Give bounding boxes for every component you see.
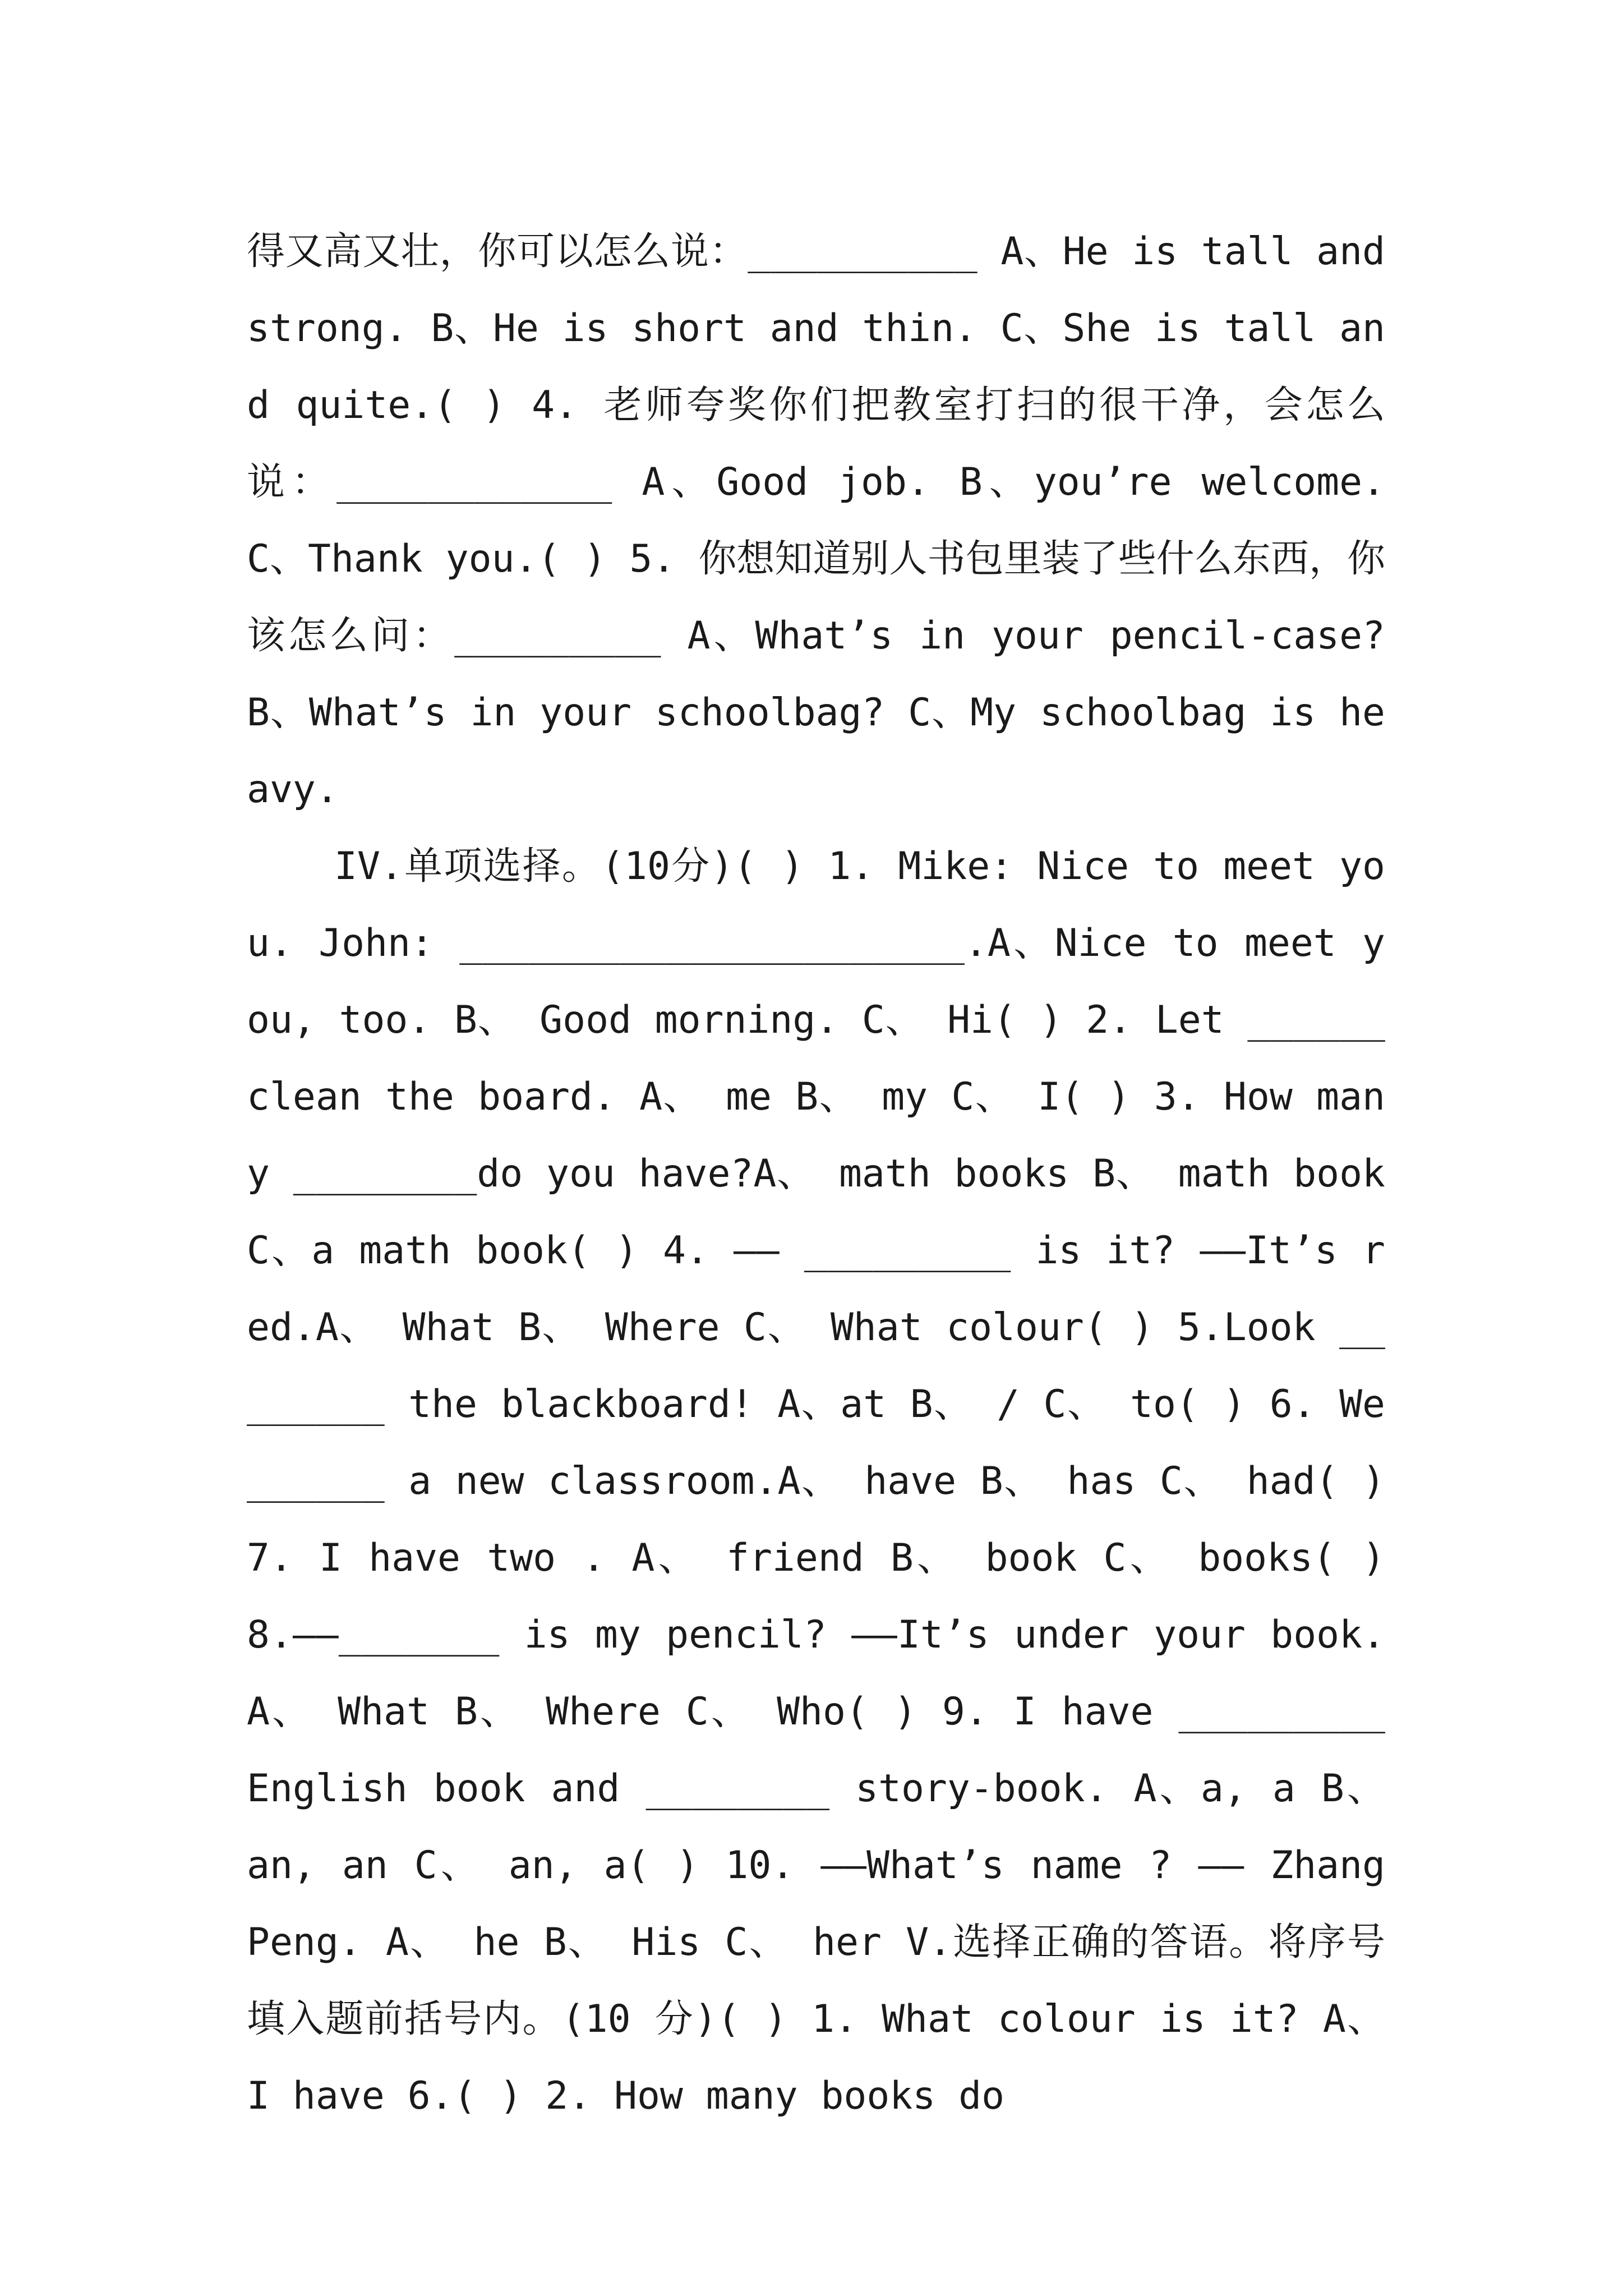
document-page [247, 213, 1385, 2134]
paragraph-questions-3-5 [247, 213, 1385, 828]
paragraph-section-iv [247, 828, 1385, 2134]
paragraph-text: IV.单项选择。(10分)( ) 1. Mike: Nice to meet you. John: ______________________.A、Nice to meet you, too. B、 Good morning. C、 Hi( ) 2. Let ______clean the board. A、 me B、 my C、 I( ) 3. How many ________do you have?A、 math books B、 math book C、a math book( ) 4. —— _________ is it? ——It’s red.A、 What B、 Where C、 What colour( ) 5.Look ________ the blackboard! A、at B、 / C、 to( ) 6. We ______ a new classroom.A、 have B、 has C、 had( ) 7. I have two . A、 friend B、 book C、 books( ) 8.——_______ is my pencil? ——It’s under your book. A、 What B、 Where C、 Who( ) 9. I have _________ English book and ________ story-book. A、a, a B、 an, an C、 an, a( ) 10. ——What’s name ? —— Zhang Peng. A、 he B、 His C、 her V.选择正确的答语。将序号填入题前括号内。(10 分)( ) 1. What colour is it? A、I have 6.( ) 2. How many books do [247, 844, 1385, 2118]
paragraph-text: 得又高又壮，你可以怎么说：__________ A、He is tall and strong. B、He is short and thin. C、She is tall and quite.( ) 4. 老师夸奖你们把教室打扫的很干净，会怎么说：____________ A、Good job. B、you’re welcome. C、Thank you.( ) 5. 你想知道别人书包里装了些什么东西，你该怎么问：_________ A、What’s in your pencil-case? B、What’s in your schoolbag? C、My schoolbag is heavy. [247, 229, 1385, 812]
